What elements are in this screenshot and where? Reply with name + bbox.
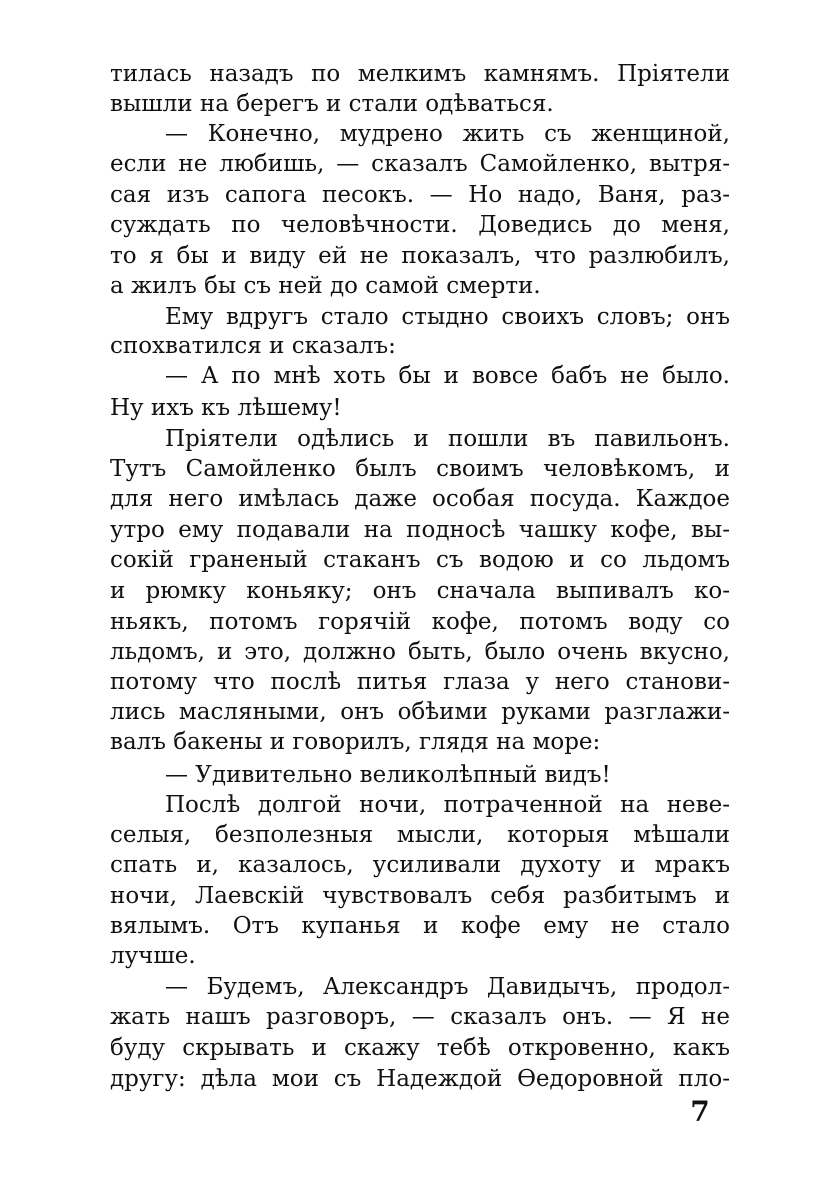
text-line: и рюмку коньяку; онъ сначала выпивалъ ко-: [110, 578, 730, 604]
text-line: Тутъ Самойленко былъ своимъ человѣкомъ, и: [110, 456, 730, 482]
text-line: а жилъ бы съ ней до самой смерти.: [110, 273, 541, 299]
text-line: спать и, казалось, усиливали духоту и мракъ: [110, 852, 730, 878]
text-line: ньякъ, потомъ горячій кофе, потомъ воду со: [110, 609, 730, 635]
text-line: Пріятели одѣлись и пошли въ павильонъ.: [165, 426, 730, 452]
text-line: Ему вдругъ стало стыдно своихъ словъ; онъ: [165, 304, 730, 330]
text-line: льдомъ, и это, должно быть, было очень вкусно,: [110, 639, 730, 665]
text-line: — Удивительно великолѣпный видъ!: [165, 762, 611, 788]
text-line: утро ему подавали на подносѣ чашку кофе, вы-: [110, 517, 730, 543]
text-line: то я бы и виду ей не показалъ, что разлюбилъ,: [110, 243, 730, 269]
text-line: селыя, безполезныя мысли, которыя мѣшали: [110, 822, 730, 848]
text-line: сокій граненый стаканъ съ водою и со льдомъ: [110, 547, 730, 573]
text-line: лучше.: [110, 943, 196, 969]
text-line: для него имѣлась даже особая посуда. Каждое: [110, 486, 730, 512]
text-line: Послѣ долгой ночи, потраченной на неве-: [165, 792, 730, 818]
text-line: — Будемъ, Александръ Давидычъ, продол-: [165, 974, 730, 1000]
text-line: спохватился и сказалъ:: [110, 333, 396, 359]
text-line: потому что послѣ питья глаза у него станови-: [110, 669, 730, 695]
text-line: — А по мнѣ хоть бы и вовсе бабъ не было.: [165, 363, 730, 389]
text-line: лись масляными, онъ обѣими руками разглажи-: [110, 699, 730, 725]
text-line: другу: дѣла мои съ Надеждой Ѳедоровной пло-: [110, 1066, 730, 1092]
text-line: вялымъ. Отъ купанья и кофе ему не стало: [110, 913, 730, 939]
page-number: 7: [690, 1095, 710, 1128]
text-line: валъ бакены и говорилъ, глядя на море:: [110, 729, 601, 755]
text-line: ночи, Лаевскій чувствовалъ себя разбитымъ и: [110, 883, 730, 909]
text-line: — Конечно, мудрено жить съ женщиной,: [165, 121, 730, 147]
text-line: буду скрывать и скажу тебѣ откровенно, какъ: [110, 1035, 730, 1061]
text-line: если не любишь, — сказалъ Самойленко, вытря-: [110, 151, 730, 177]
text-line: сая изъ сапога песокъ. — Но надо, Ваня, раз-: [110, 182, 730, 208]
text-line: Ну ихъ къ лѣшему!: [110, 395, 342, 421]
text-line: жать нашъ разговоръ, — сказалъ онъ. — Я не: [110, 1004, 730, 1030]
text-line: суждать по человѣчности. Доведись до меня,: [110, 212, 730, 238]
text-line: вышли на берегъ и стали одѣваться.: [110, 91, 554, 117]
text-line: тилась назадъ по мелкимъ камнямъ. Пріятели: [110, 61, 730, 87]
